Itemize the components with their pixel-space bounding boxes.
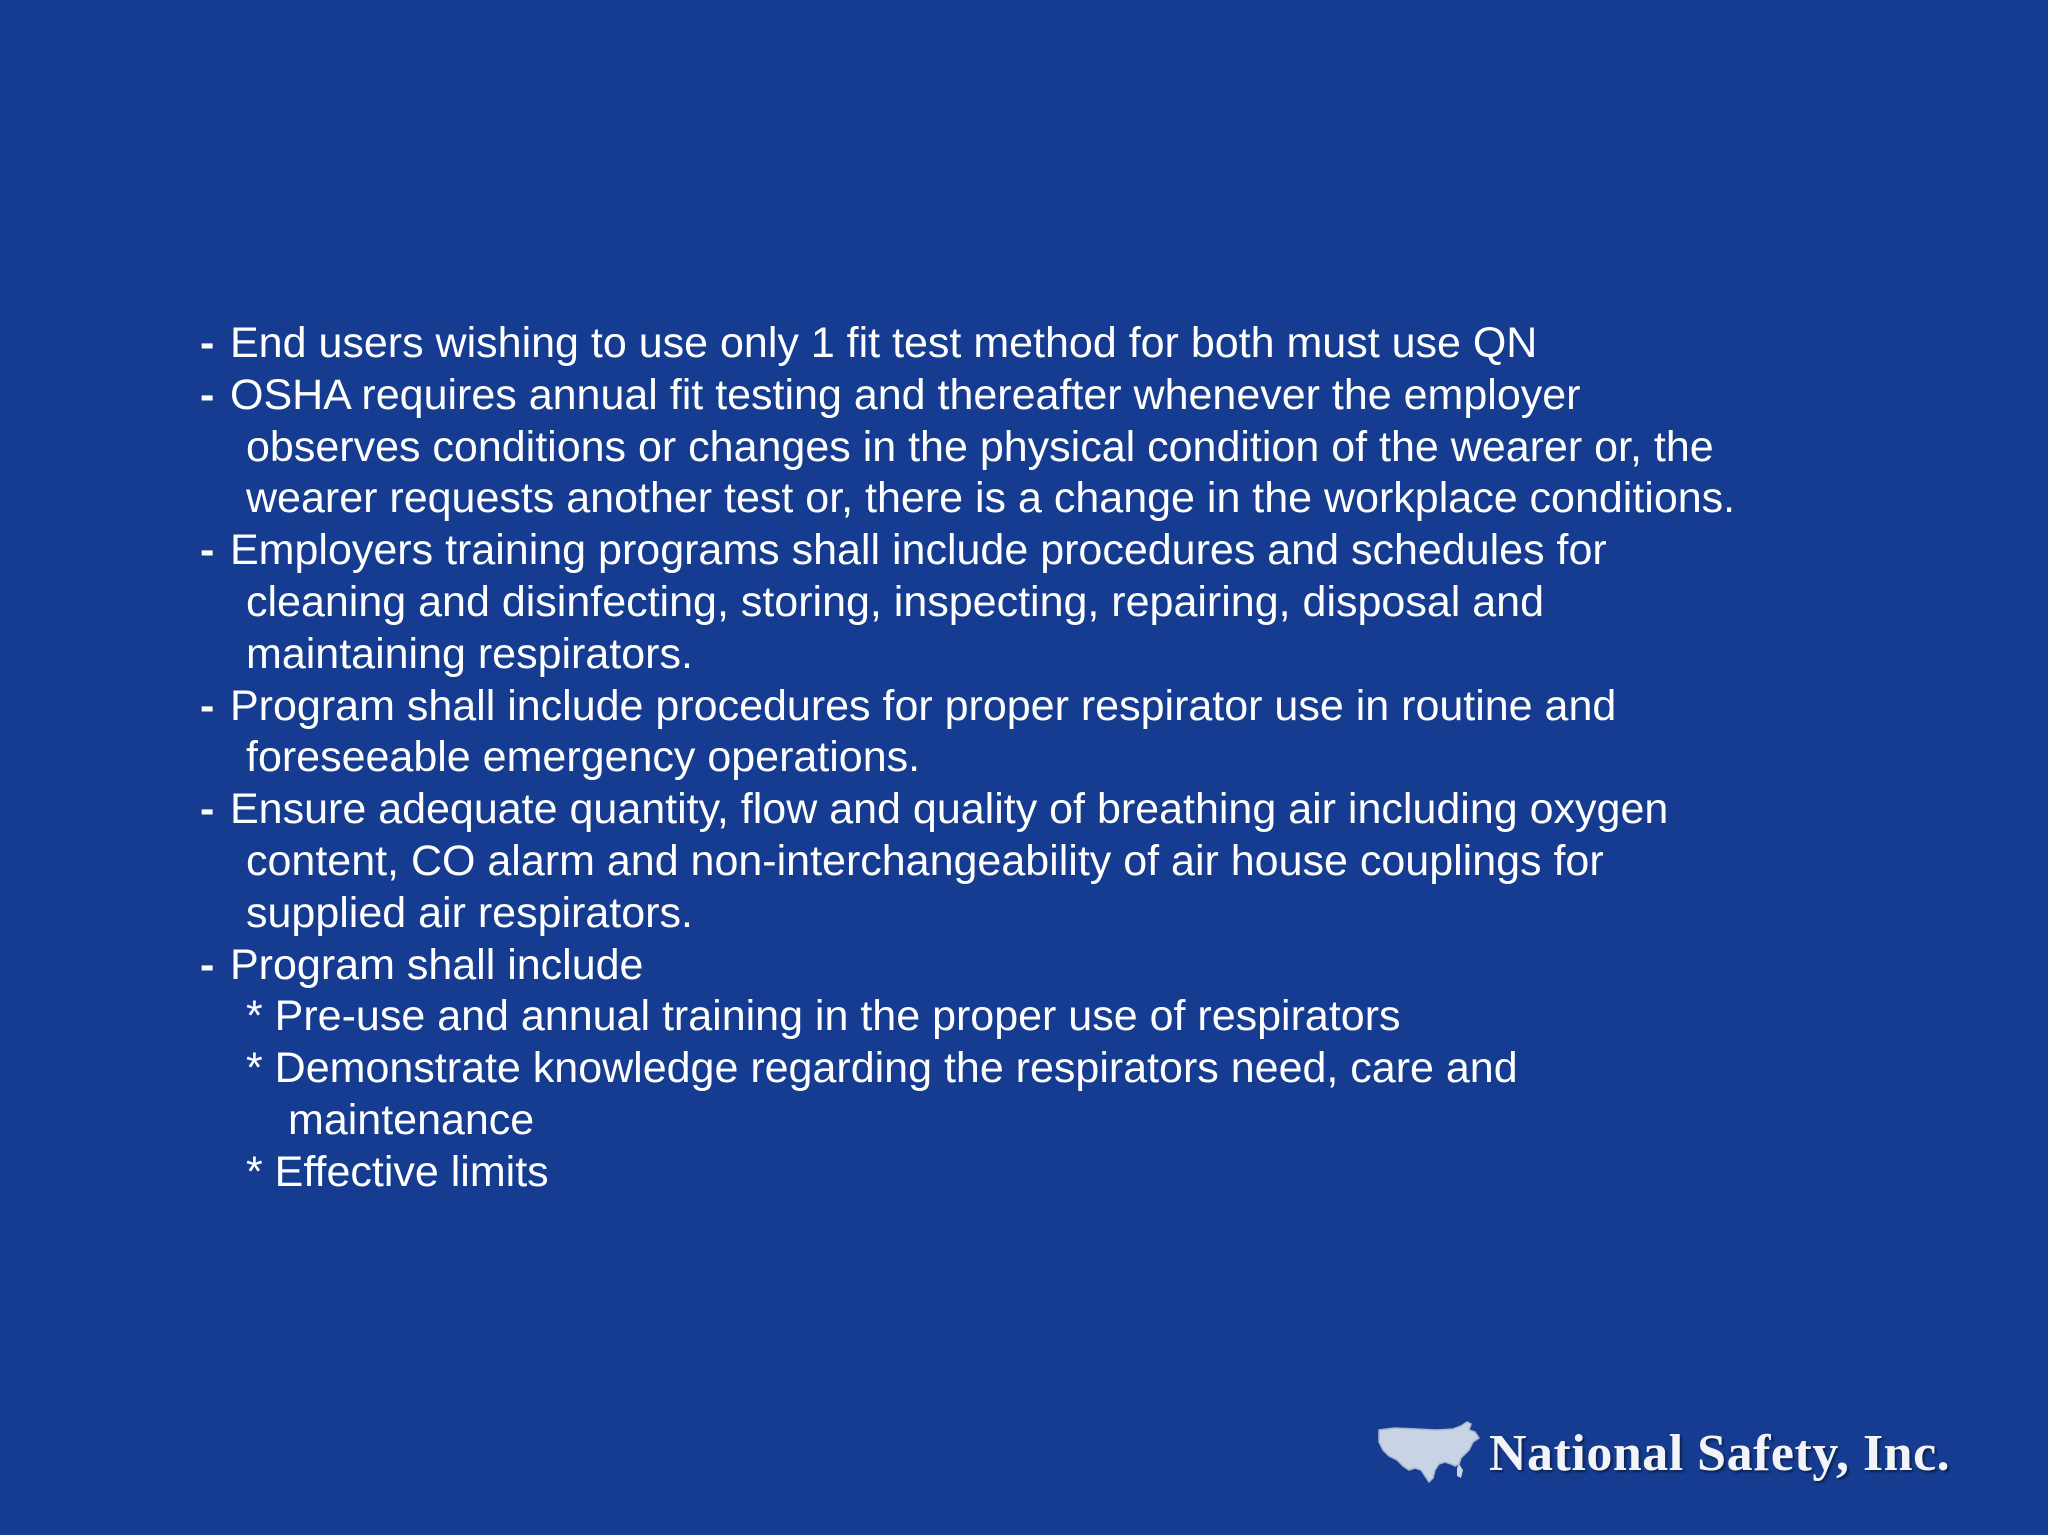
bullet-continuation: observes conditions or changes in the physical condition of the wearer or, the: [246, 422, 1714, 471]
bullet-item: [200, 681, 1900, 733]
bullet-continuation: content, CO alarm and non-interchangeability of air house couplings for: [246, 836, 1604, 885]
usa-map-icon: [1375, 1420, 1483, 1486]
bullet-continuation: supplied air respirators.: [246, 888, 693, 937]
bullet-item: [200, 525, 1900, 577]
bullet-list: [200, 318, 1900, 1199]
bullet-text: OSHA requires annual fit testing and thereafter whenever the employer: [230, 370, 1581, 419]
bullet-dash: -: [200, 526, 215, 575]
bullet-dash: -: [200, 681, 215, 730]
bullet-item: [200, 318, 1900, 370]
sub-item: * Demonstrate knowledge regarding the respirators need, care and: [246, 1044, 1518, 1093]
sub-item-continuation: maintenance: [288, 1095, 535, 1144]
bullet-continuation: cleaning and disinfecting, storing, inspecting, repairing, disposal and: [246, 577, 1544, 626]
bullet-item: [200, 370, 1900, 422]
bullet-item: [200, 940, 1900, 992]
sub-item: * Effective limits: [246, 1147, 549, 1196]
bullet-continuation: maintaining respirators.: [246, 629, 693, 678]
logo-text: National Safety, Inc.: [1489, 1424, 1951, 1482]
bullet-text: Program shall include: [230, 940, 644, 989]
bullet-continuation: foreseeable emergency operations.: [246, 733, 921, 782]
bullet-text: End users wishing to use only 1 fit test method for both must use QN: [230, 319, 1538, 367]
bullet-item: [200, 784, 1900, 836]
company-logo: [1375, 1418, 2005, 1488]
sub-item: * Pre-use and annual training in the proper use of respirators: [246, 992, 1401, 1041]
bullet-text: Ensure adequate quantity, flow and quality of breathing air including oxygen: [230, 785, 1669, 834]
bullet-text: Employers training programs shall include procedures and schedules for: [230, 526, 1607, 575]
bullet-dash: -: [200, 370, 215, 419]
bullet-continuation: wearer requests another test or, there is a change in the workplace conditions.: [246, 474, 1736, 523]
bullet-text: Program shall include procedures for proper respirator use in routine and: [230, 681, 1617, 730]
bullet-dash: -: [200, 785, 215, 834]
bullet-dash: -: [200, 319, 215, 367]
bullet-dash: -: [200, 940, 215, 989]
